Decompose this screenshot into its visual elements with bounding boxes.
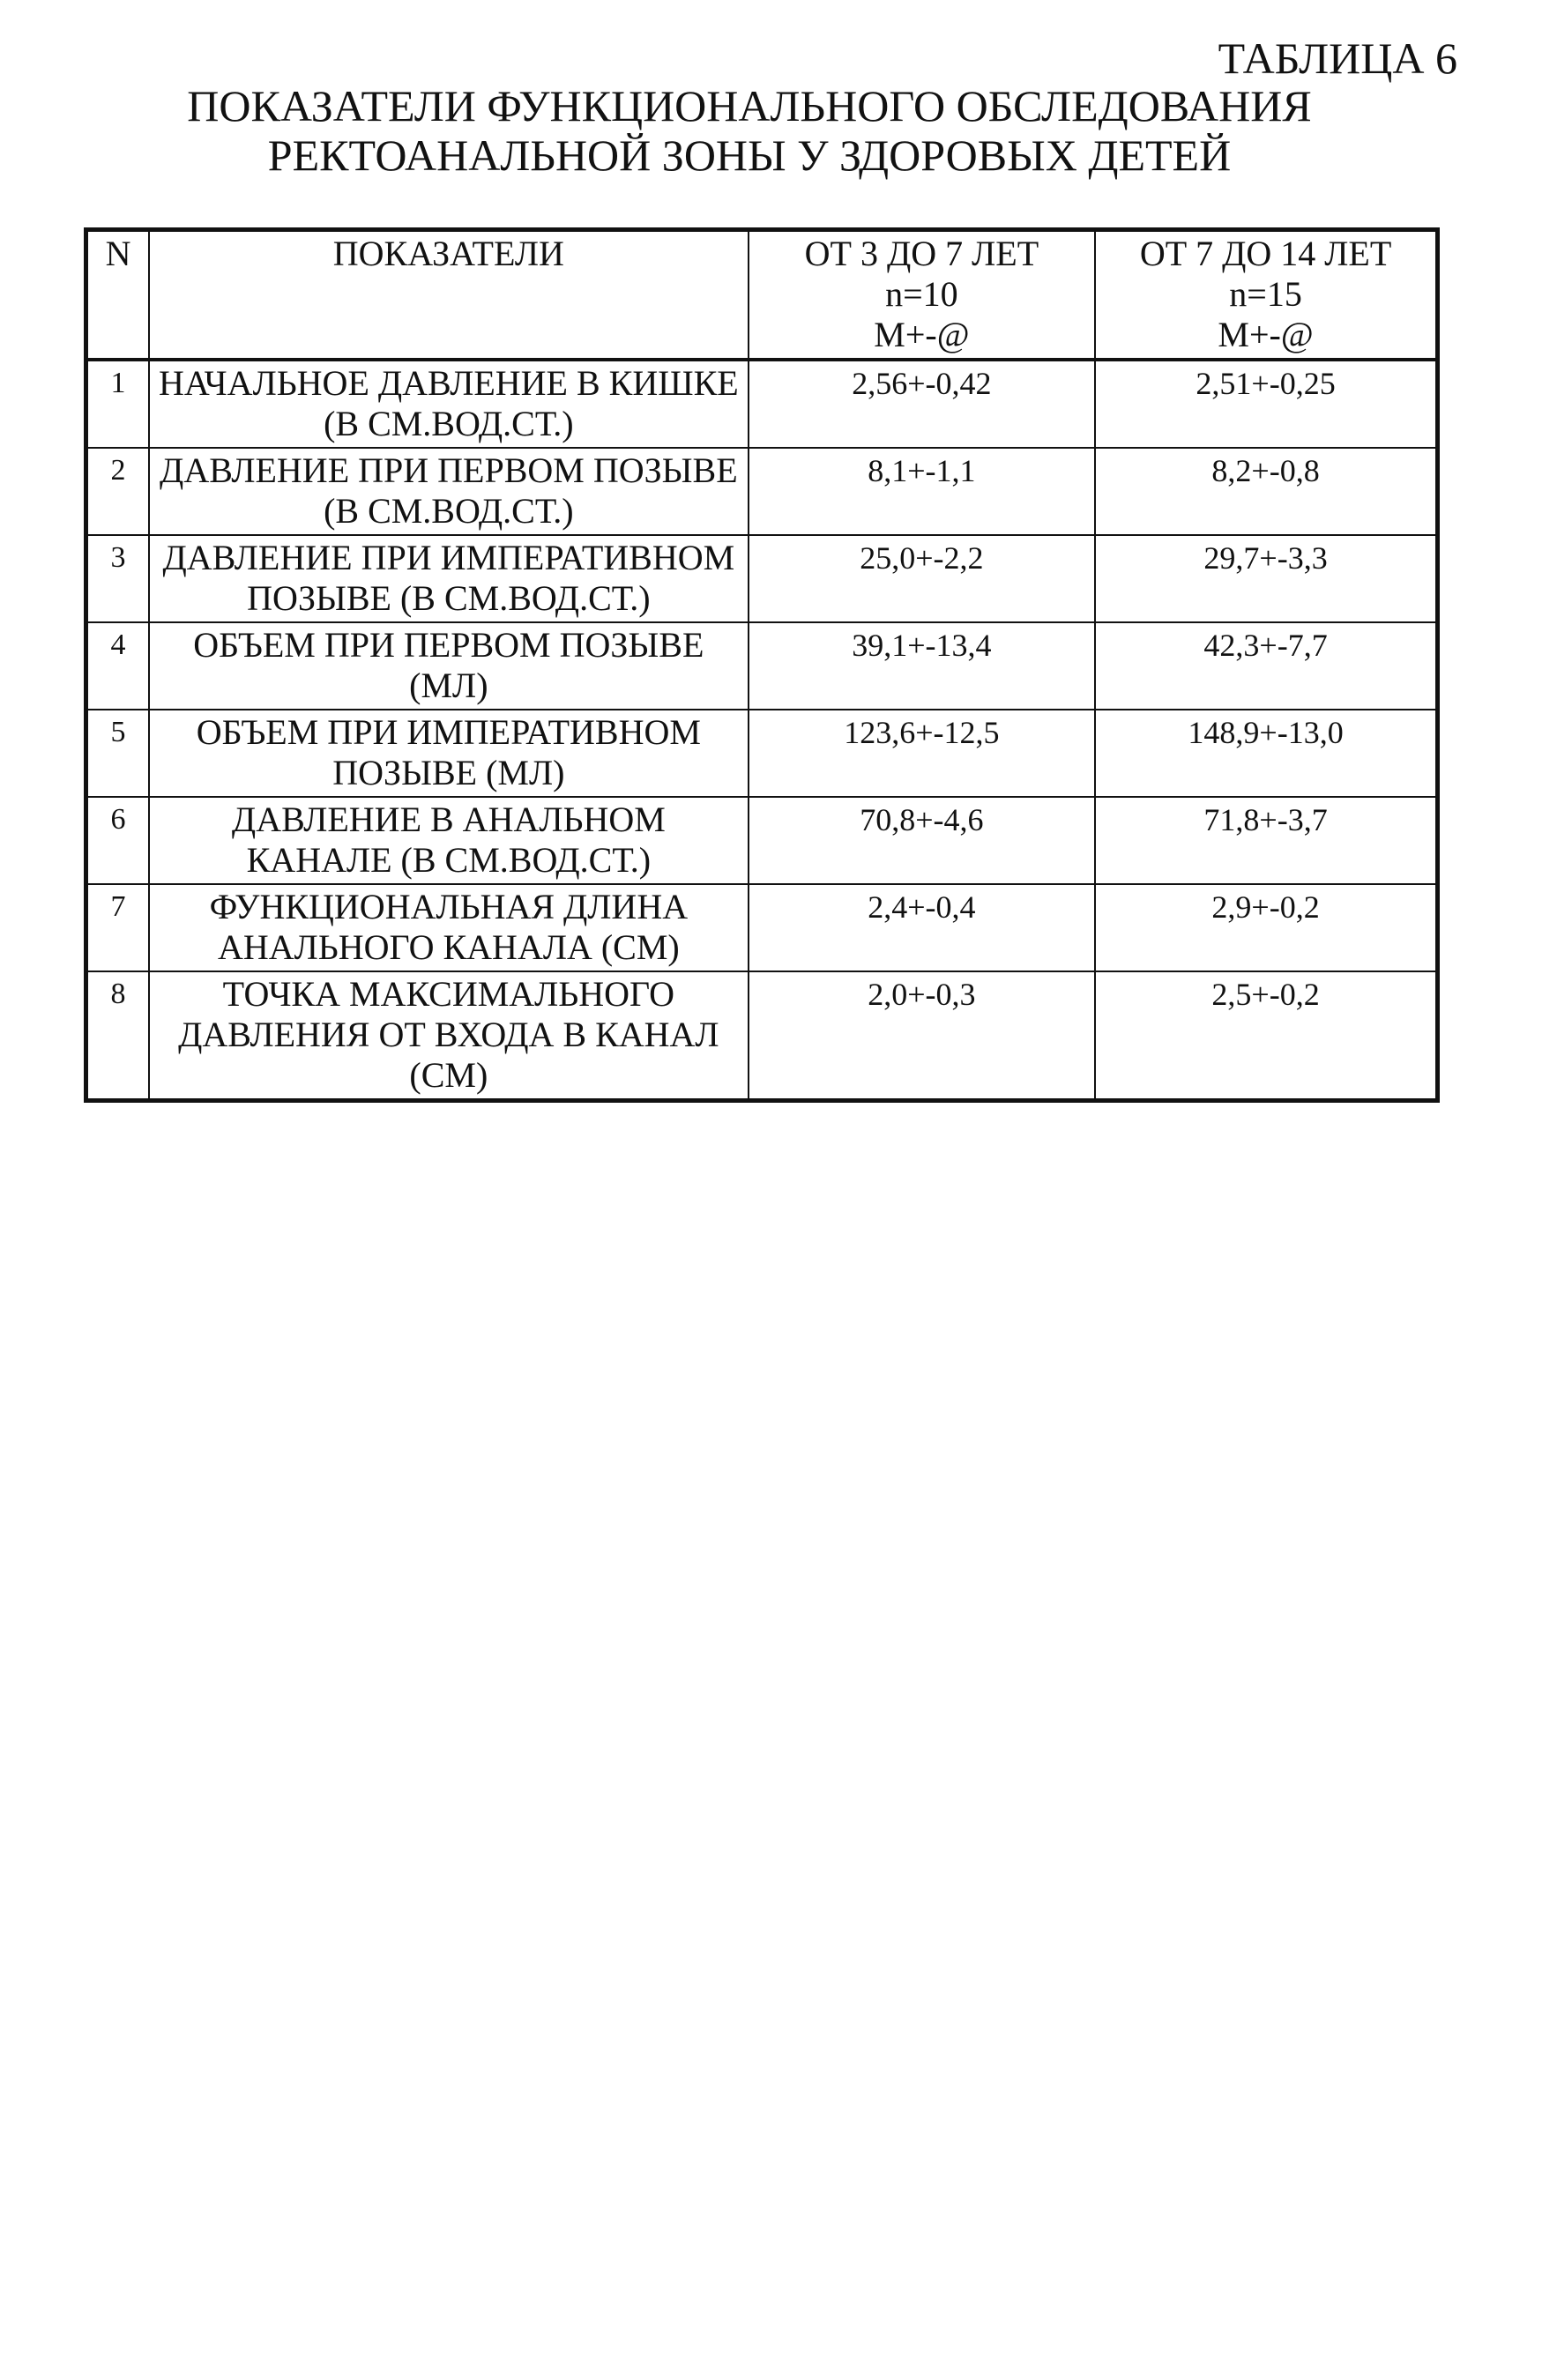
row-value-3-7: 25,0+-2,2 [749,535,1095,622]
header-group-7-14-age: ОТ 7 ДО 14 ЛЕТ [1139,234,1392,273]
table-row [86,622,1438,710]
row-value-7-14: 71,8+-3,7 [1095,797,1437,884]
row-num: 6 [86,797,150,884]
table-title [0,81,1499,180]
row-num: 8 [86,971,150,1101]
row-indicator: ДАВЛЕНИЕ В АНАЛЬНОМ КАНАЛЕ (В СМ.ВОД.СТ.) [149,797,749,884]
row-indicator: ДАВЛЕНИЕ ПРИ ПЕРВОМ ПОЗЫВЕ (В СМ.ВОД.СТ.) [149,448,749,535]
row-value-3-7: 123,6+-12,5 [749,710,1095,797]
header-group-3-7-n: n=10 [885,274,958,314]
row-value-7-14: 42,3+-7,7 [1095,622,1437,710]
row-value-3-7: 2,0+-0,3 [749,971,1095,1101]
header-group-7-14-stat: M+-@ [1218,315,1314,354]
row-value-3-7: 2,56+-0,42 [749,360,1095,448]
table-row [86,971,1438,1101]
header-group-7-14 [1095,230,1437,361]
table-row [86,360,1438,448]
header-row [86,230,1438,361]
row-indicator: ФУНКЦИОНАЛЬНАЯ ДЛИНА АНАЛЬНОГО КАНАЛА (СМ) [149,884,749,971]
header-group-3-7 [749,230,1095,361]
row-value-7-14: 2,9+-0,2 [1095,884,1437,971]
header-group-7-14-n: n=15 [1229,274,1302,314]
row-indicator: ОБЪЕМ ПРИ ИМПЕРАТИВНОМ ПОЗЫВЕ (МЛ) [149,710,749,797]
row-num: 3 [86,535,150,622]
row-value-7-14: 2,5+-0,2 [1095,971,1437,1101]
table-row [86,535,1438,622]
title-line-2: РЕКТОАНАЛЬНОЙ ЗОНЫ У ЗДОРОВЫХ ДЕТЕЙ [267,130,1232,180]
table-label: ТАБЛИЦА 6 [1218,33,1457,83]
row-value-3-7: 39,1+-13,4 [749,622,1095,710]
indicators-table [84,227,1440,1103]
table-row [86,448,1438,535]
row-num: 4 [86,622,150,710]
table-row [86,884,1438,971]
header-indicator: ПОКАЗАТЕЛИ [149,230,749,361]
row-indicator: ТОЧКА МАКСИМАЛЬНОГО ДАВЛЕНИЯ ОТ ВХОДА В КАНАЛ (СМ) [149,971,749,1101]
title-line-1: ПОКАЗАТЕЛИ ФУНКЦИОНАЛЬНОГО ОБСЛЕДОВАНИЯ [187,81,1312,130]
row-num: 5 [86,710,150,797]
table-row [86,710,1438,797]
row-value-7-14: 2,51+-0,25 [1095,360,1437,448]
row-value-3-7: 70,8+-4,6 [749,797,1095,884]
row-value-3-7: 8,1+-1,1 [749,448,1095,535]
row-indicator: ОБЪЕМ ПРИ ПЕРВОМ ПОЗЫВЕ (МЛ) [149,622,749,710]
row-value-3-7: 2,4+-0,4 [749,884,1095,971]
table-row [86,797,1438,884]
row-indicator: НАЧАЛЬНОЕ ДАВЛЕНИЕ В КИШКЕ (В СМ.ВОД.СТ.) [149,360,749,448]
row-num: 7 [86,884,150,971]
header-group-3-7-age: ОТ 3 ДО 7 ЛЕТ [804,234,1039,273]
row-indicator: ДАВЛЕНИЕ ПРИ ИМПЕРАТИВНОМ ПОЗЫВЕ (В СМ.ВОД.СТ.) [149,535,749,622]
header-num: N [86,230,150,361]
header-group-3-7-stat: M+-@ [874,315,970,354]
row-value-7-14: 29,7+-3,3 [1095,535,1437,622]
row-num: 1 [86,360,150,448]
row-value-7-14: 8,2+-0,8 [1095,448,1437,535]
row-value-7-14: 148,9+-13,0 [1095,710,1437,797]
row-num: 2 [86,448,150,535]
